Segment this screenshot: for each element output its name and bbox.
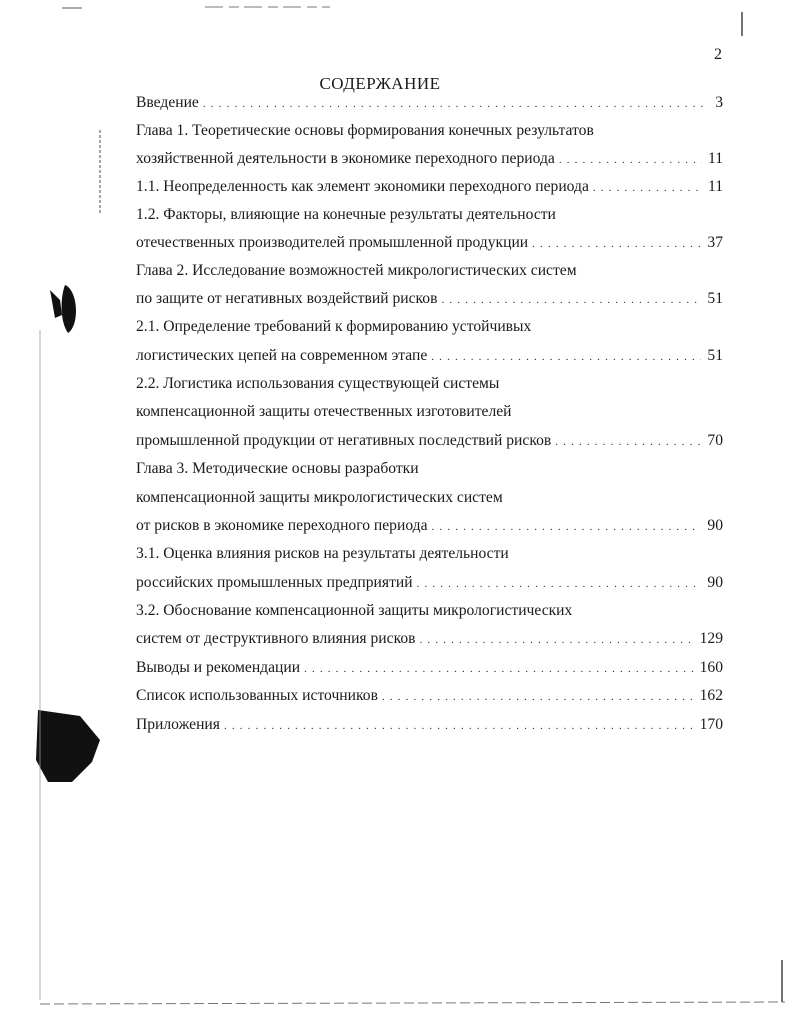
toc-entry-title: промышленной продукции от негативных последствий рисков [136, 432, 552, 449]
toc-entry-title: по защите от негативных воздействий рисков [136, 290, 438, 307]
toc-entry [136, 234, 723, 256]
toc-dot-leader [432, 521, 702, 533]
toc-entry-page: 11 [707, 178, 723, 195]
toc-entry-page: 129 [699, 630, 723, 647]
toc-entry [136, 347, 723, 369]
toc-entry-title: Глава 2. Исследование возможностей микрологистических систем [136, 262, 577, 279]
toc-entry-page: 37 [707, 234, 723, 251]
toc-entry-page: 90 [707, 517, 723, 534]
toc-entry-title: Введение [136, 94, 199, 111]
toc-entry-title: хозяйственной деятельности в экономике переходного периода [136, 150, 555, 167]
toc-entry [136, 545, 723, 567]
toc-dot-leader [420, 634, 694, 646]
toc-entry [136, 517, 723, 539]
toc-entry-title: Глава 1. Теоретические основы формирования конечных результатов [136, 122, 594, 139]
toc-entry-title: Глава 3. Методические основы разработки [136, 460, 419, 477]
toc-dot-leader [431, 351, 701, 363]
toc-dot-leader [555, 436, 701, 448]
toc-entry-page: 51 [707, 290, 723, 307]
toc-entry [136, 122, 723, 144]
toc-entry [136, 403, 723, 425]
toc-entry-page: 51 [707, 347, 723, 364]
toc-dot-leader [224, 720, 694, 732]
toc-entry-title: отечественных производителей промышленной продукции [136, 234, 529, 251]
toc-dot-leader [559, 154, 702, 166]
toc-entry [136, 687, 723, 709]
toc-entry-title: 1.1. Неопределенность как элемент экономики переходного периода [136, 178, 589, 195]
toc-entry [136, 290, 723, 312]
toc-entry-page: 162 [699, 687, 723, 704]
toc-dot-leader [382, 691, 694, 703]
toc-dot-leader [593, 182, 702, 194]
toc-dot-leader [532, 238, 701, 250]
toc-entry-title: компенсационной защиты микрологистических систем [136, 489, 503, 506]
toc-entry [136, 432, 723, 454]
toc-dot-leader [417, 578, 702, 590]
toc-entry-page: 160 [699, 659, 723, 676]
toc-entry-title: 2.2. Логистика использования существующей системы [136, 375, 500, 392]
toc-entry-title: 3.1. Оценка влияния рисков на результаты деятельности [136, 545, 509, 562]
page-number: 2 [714, 46, 722, 63]
toc-entry-title: компенсационной защиты отечественных изготовителей [136, 403, 512, 420]
toc-entry [136, 150, 723, 172]
toc-entry [136, 489, 723, 511]
toc-entry-title: Выводы и рекомендации [136, 659, 301, 676]
toc-entry-title: 1.2. Факторы, влияющие на конечные результаты деятельности [136, 206, 556, 223]
toc-dot-leader [441, 294, 701, 306]
toc-entry-page: 70 [707, 432, 723, 449]
toc-entry [136, 602, 723, 624]
toc-entry-title: систем от деструктивного влияния рисков [136, 630, 416, 647]
toc-entry [136, 178, 723, 200]
toc-entry-page: 3 [715, 94, 723, 111]
toc-entry-title: российских промышленных предприятий [136, 574, 413, 591]
toc-entry [136, 206, 723, 228]
toc-entry [136, 659, 723, 681]
toc-entry-title: 2.1. Определение требований к формированию устойчивых [136, 318, 532, 335]
toc-dot-leader [304, 663, 694, 675]
toc-entry-title: Список использованных источников [136, 687, 378, 704]
toc-entry-page: 90 [707, 574, 723, 591]
toc-entry-title: логистических цепей на современном этапе [136, 347, 428, 364]
toc-entry [136, 630, 723, 652]
toc-entry-title: 3.2. Обоснование компенсационной защиты микрологистических [136, 602, 573, 619]
toc-entry-title: от рисков в экономике переходного периода [136, 517, 428, 534]
toc-entry-page: 170 [699, 716, 723, 733]
toc-entry [136, 716, 723, 738]
toc-dot-leader [203, 98, 709, 110]
toc-entry-title: Приложения [136, 716, 220, 733]
toc-entry [136, 262, 723, 284]
toc-entry [136, 318, 723, 340]
toc-entry [136, 460, 723, 482]
toc-entry [136, 94, 723, 116]
toc-entry [136, 375, 723, 397]
toc-entry-page: 11 [707, 150, 723, 167]
page-title: СОДЕРЖАНИЕ [319, 74, 441, 93]
toc-entry [136, 574, 723, 596]
